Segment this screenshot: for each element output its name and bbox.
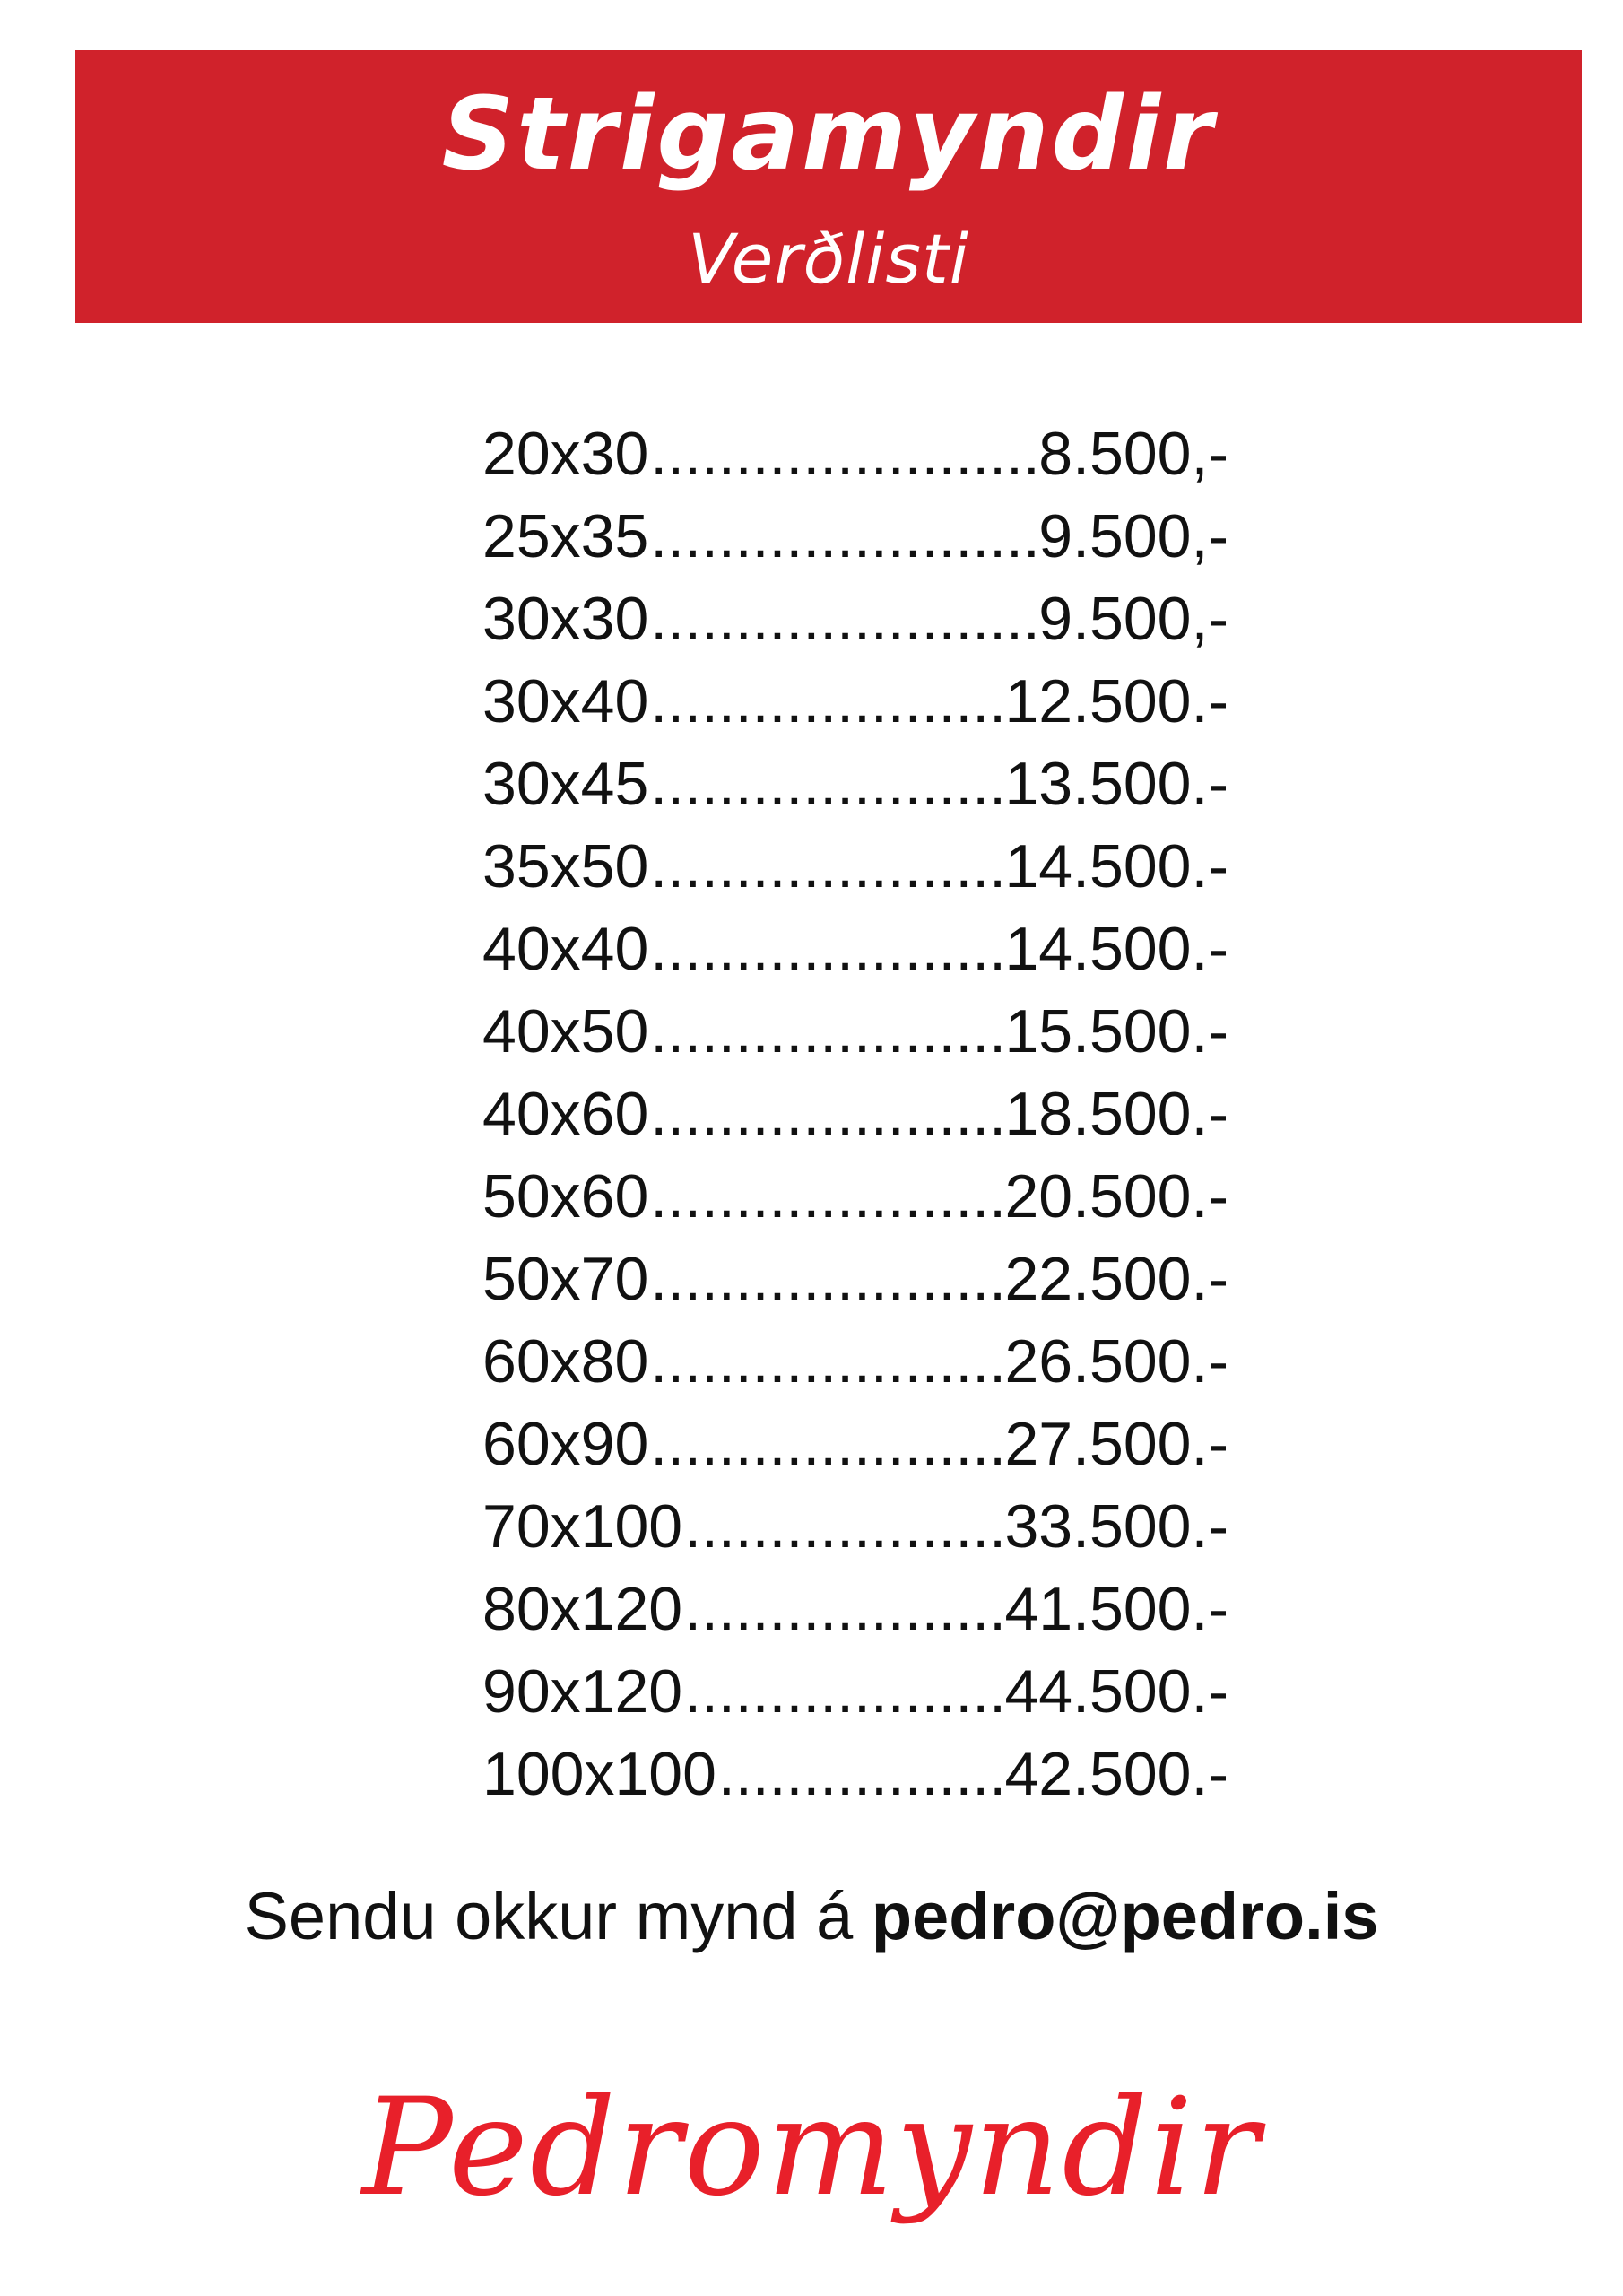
price-row xyxy=(482,908,1228,990)
price-value: 20.500.- xyxy=(1004,1162,1228,1231)
price-value: 15.500.- xyxy=(1004,997,1228,1065)
price-size: 40x40 xyxy=(482,915,649,983)
price-size: 35x50 xyxy=(482,832,649,900)
price-size: 60x80 xyxy=(482,1327,649,1396)
dot-leader xyxy=(650,908,1002,990)
dot-leader xyxy=(650,743,1002,825)
price-row xyxy=(482,990,1228,1073)
contact-line xyxy=(0,1879,1623,1953)
logo-text: Pedromyndir xyxy=(361,2070,1262,2226)
price-row xyxy=(482,578,1228,660)
contact-text: Sendu okkur mynd á xyxy=(244,1879,872,1953)
price-size: 40x50 xyxy=(482,997,649,1065)
price-row xyxy=(482,1238,1228,1320)
dot-leader xyxy=(650,1155,1002,1238)
price-value: 12.500.- xyxy=(1004,667,1228,735)
price-size: 80x120 xyxy=(482,1575,683,1643)
price-value: 8.500,- xyxy=(1038,420,1228,488)
price-size: 50x70 xyxy=(482,1245,649,1313)
dot-leader xyxy=(684,1485,1002,1568)
price-value: 33.500.- xyxy=(1004,1492,1228,1561)
price-size: 50x60 xyxy=(482,1162,649,1231)
dot-leader xyxy=(650,1403,1002,1485)
dot-leader xyxy=(718,1733,1003,1815)
page-subtitle: Verðlisti xyxy=(688,219,969,299)
price-size: 70x100 xyxy=(482,1492,683,1561)
price-size: 20x30 xyxy=(482,420,649,488)
price-value: 14.500.- xyxy=(1004,832,1228,900)
price-value: 9.500,- xyxy=(1038,502,1228,570)
price-row xyxy=(482,1568,1228,1650)
price-row xyxy=(482,413,1228,495)
price-value: 27.500.- xyxy=(1004,1410,1228,1478)
pedromyndir-logo xyxy=(0,2045,1623,2251)
price-size: 60x90 xyxy=(482,1410,649,1478)
price-size: 25x35 xyxy=(482,502,649,570)
dot-leader xyxy=(650,825,1002,908)
price-row xyxy=(482,743,1228,825)
price-size: 30x30 xyxy=(482,585,649,653)
price-value: 9.500,- xyxy=(1038,585,1228,653)
price-row xyxy=(482,1650,1228,1733)
price-value: 44.500.- xyxy=(1004,1657,1228,1726)
price-size: 90x120 xyxy=(482,1657,683,1726)
dot-leader xyxy=(650,495,1037,578)
dot-leader xyxy=(684,1650,1002,1733)
price-size: 30x45 xyxy=(482,750,649,818)
price-row xyxy=(482,1733,1228,1815)
price-value: 18.500.- xyxy=(1004,1080,1228,1148)
price-row xyxy=(482,1073,1228,1155)
price-row xyxy=(482,1403,1228,1485)
dot-leader xyxy=(650,660,1002,743)
price-value: 42.500.- xyxy=(1004,1740,1228,1808)
price-row xyxy=(482,1155,1228,1238)
price-value: 41.500.- xyxy=(1004,1575,1228,1643)
dot-leader xyxy=(650,990,1002,1073)
dot-leader xyxy=(684,1568,1002,1650)
header-banner xyxy=(75,50,1582,323)
contact-email: pedro@pedro.is xyxy=(871,1879,1379,1953)
dot-leader xyxy=(650,1073,1002,1155)
dot-leader xyxy=(650,578,1037,660)
page-title: Strigamyndir xyxy=(441,76,1216,193)
price-list xyxy=(482,413,1228,1815)
price-row xyxy=(482,1320,1228,1403)
price-row xyxy=(482,825,1228,908)
price-row xyxy=(482,1485,1228,1568)
dot-leader xyxy=(650,1320,1002,1403)
price-value: 14.500.- xyxy=(1004,915,1228,983)
price-row xyxy=(482,495,1228,578)
dot-leader xyxy=(650,413,1037,495)
dot-leader xyxy=(650,1238,1002,1320)
price-size: 100x100 xyxy=(482,1740,716,1808)
price-row xyxy=(482,660,1228,743)
price-value: 13.500.- xyxy=(1004,750,1228,818)
price-size: 30x40 xyxy=(482,667,649,735)
price-value: 22.500.- xyxy=(1004,1245,1228,1313)
price-size: 40x60 xyxy=(482,1080,649,1148)
price-value: 26.500.- xyxy=(1004,1327,1228,1396)
